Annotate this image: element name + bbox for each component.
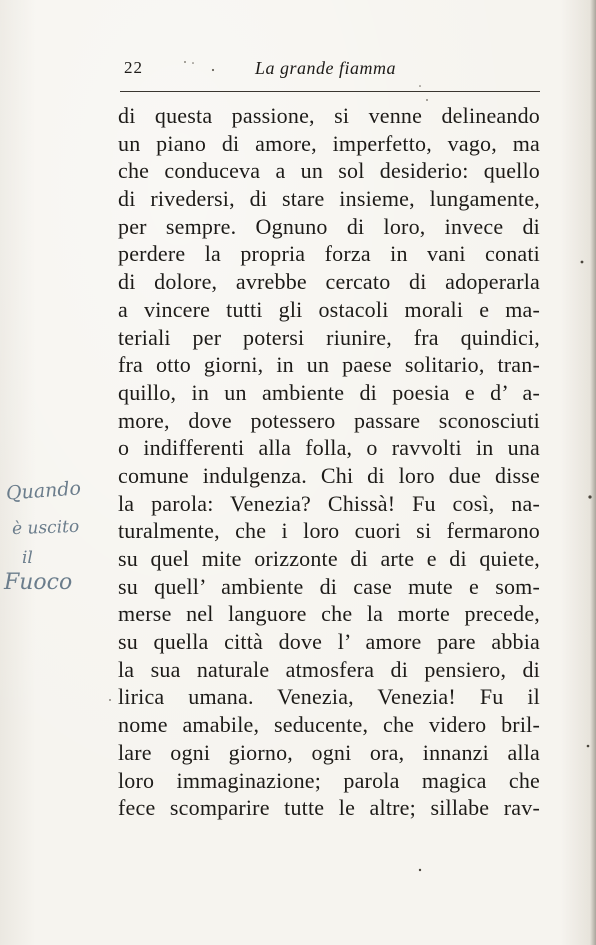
text-line: di dolore, avrebbe cercato di adoperarla xyxy=(118,269,540,295)
handwritten-margin-note xyxy=(2,478,122,608)
text-line: per sempre. Ognuno di loro, invece di xyxy=(118,213,540,239)
text-line: su quel mite orizzonte di arte e di quiete, xyxy=(118,546,540,571)
text-line: comune indulgenza. Chi di loro due disse xyxy=(118,462,540,488)
text-line: o indifferenti alla folla, o ravvolti in una xyxy=(118,435,540,461)
margin-note-line: è uscito xyxy=(11,516,80,540)
text-line: more, dove potessero passare sconosciuti xyxy=(118,407,540,433)
margin-note-line: il xyxy=(22,548,33,568)
text-line: lare ogni giorno, ogni ora, innanzi alla xyxy=(118,739,540,765)
body-text xyxy=(118,102,540,822)
text-line: lirica umana. Venezia, Venezia! Fu il xyxy=(118,684,540,710)
page-header xyxy=(0,58,596,82)
header-rule xyxy=(120,91,540,92)
text-line: di rivedersi, di stare insieme, lungamente, xyxy=(118,186,540,212)
margin-note-line: Quando xyxy=(5,477,82,505)
text-line: su quella città dove l’ amore pare abbia xyxy=(118,629,540,655)
text-line: a vincere tutti gli ostacoli morali e ma- xyxy=(118,296,540,322)
text-line: turalmente, che i loro cuori si fermarono xyxy=(118,518,540,544)
text-line: che conduceva a un sol desiderio: quello xyxy=(118,158,540,184)
text-line: un piano di amore, imperfetto, vago, ma xyxy=(118,130,540,156)
running-title: La grande fiamma xyxy=(255,58,397,78)
text-line: di questa passione, si venne delineando xyxy=(118,103,540,128)
page-number: 22 xyxy=(124,58,143,77)
text-line: perdere la propria forza in vani conati xyxy=(118,241,540,267)
margin-note-line: Fuoco xyxy=(4,570,73,595)
text-line: fece scomparire tutte le altre; sillabe rav- xyxy=(118,795,540,821)
text-line: la parola: Venezia? Chissà! Fu così, na- xyxy=(118,490,540,516)
text-line: teriali per potersi riunire, fra quindici, xyxy=(118,324,540,350)
text-line: la sua naturale atmosfera di pensiero, di xyxy=(118,656,540,682)
text-line: fra otto giorni, in un paese solitario, tran- xyxy=(118,352,540,378)
text-line: loro immaginazione; parola magica che xyxy=(118,767,540,793)
text-line: quillo, in un ambiente di poesia e d’ a- xyxy=(118,379,540,405)
page-edge-shadow xyxy=(590,0,596,945)
text-line: merse nel languore che la morte precede, xyxy=(118,601,540,627)
text-line: su quell’ ambiente di case mute e som- xyxy=(118,573,540,599)
text-line: nome amabile, seducente, che videro bril- xyxy=(118,712,540,738)
